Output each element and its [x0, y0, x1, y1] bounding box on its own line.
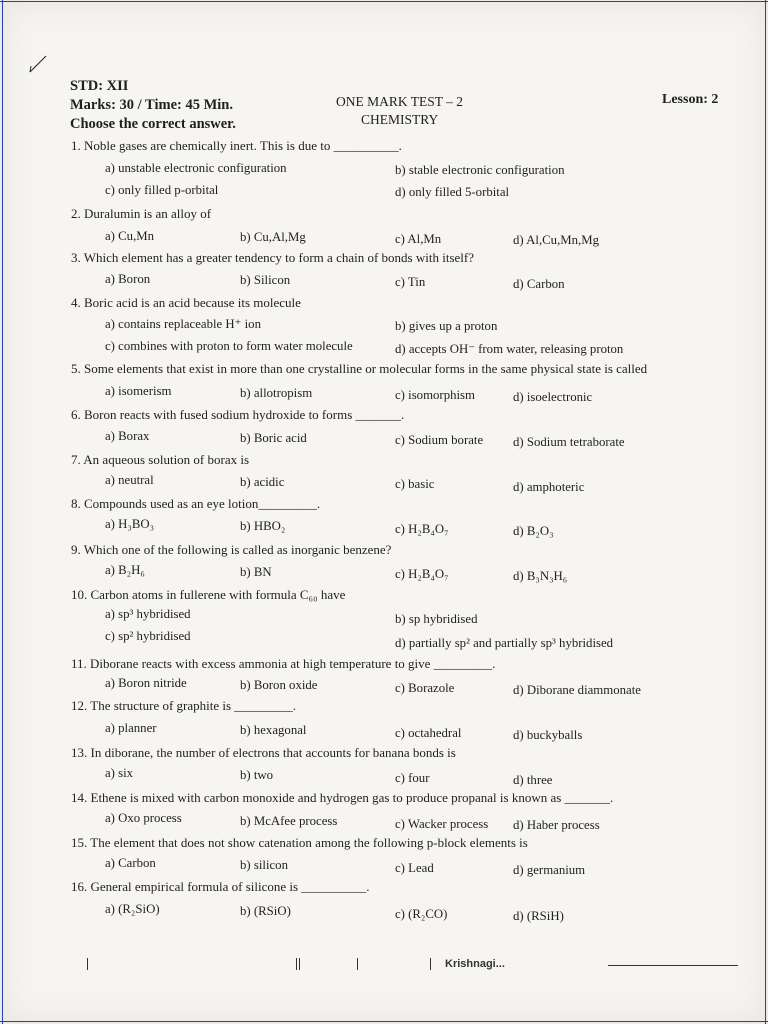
- option-d: d) amphoteric: [513, 480, 585, 494]
- option-a: a) (R₂SiO): [105, 902, 160, 916]
- option-c: c) (R₂CO): [395, 907, 448, 921]
- option-c: c) H₂B₄O₇: [395, 522, 449, 536]
- question-16: [71, 879, 370, 895]
- question-text: Compounds used as an eye lotion_________.: [84, 496, 321, 511]
- option-d: d) B₃N₃H₆: [513, 569, 568, 583]
- footer-rule-mark: [296, 958, 297, 970]
- question-text: In diborane, the number of electrons that accounts for banana bonds is: [90, 745, 456, 760]
- std-label: STD: XII: [70, 78, 129, 94]
- bottom-border: [0, 1021, 768, 1022]
- question-text: Which one of the following is called as inorganic benzene?: [83, 542, 392, 557]
- question-14: [71, 790, 613, 806]
- option-d: d) Sodium tetraborate: [513, 435, 625, 449]
- option-a: a) B₂H₆: [105, 563, 145, 577]
- left-border: [2, 0, 3, 1024]
- option-c: c) sp² hybridised: [105, 629, 191, 643]
- option-c: c) H₂B₄O₇: [395, 567, 449, 581]
- option-d: d) Carbon: [513, 277, 565, 291]
- option-b: b) Silicon: [240, 273, 291, 287]
- question-text: Noble gases are chemically inert. This is due to __________.: [84, 138, 402, 153]
- question-3: [71, 250, 474, 266]
- option-c: c) Tin: [395, 275, 426, 289]
- question-10: [71, 587, 345, 603]
- question-text: Boron reacts with fused sodium hydroxide to forms _______.: [84, 407, 405, 422]
- question-11: [71, 656, 495, 672]
- lesson-label: Lesson: 2: [662, 92, 719, 107]
- question-text: Carbon atoms in fullerene with formula C₆₀ have: [90, 587, 346, 602]
- option-d: d) isoelectronic: [513, 390, 593, 404]
- option-d: d) three: [513, 773, 553, 787]
- footer-rule-mark: [87, 958, 88, 970]
- question-7: [71, 452, 249, 468]
- footer-rule-mark: [357, 958, 358, 970]
- option-a: a) isomerism: [105, 384, 172, 398]
- footer-rule-mark: [430, 958, 431, 970]
- footer-rule-mark: [299, 958, 300, 970]
- option-a: a) neutral: [105, 473, 154, 487]
- option-d: d) germanium: [513, 863, 586, 877]
- question-5: [71, 361, 647, 377]
- option-a: a) H₃BO₃: [105, 517, 155, 531]
- pen-tick-mark: [28, 52, 48, 76]
- option-d: d) Haber process: [513, 818, 600, 832]
- question-number: 4.: [71, 295, 81, 310]
- instruction-label: Choose the correct answer.: [70, 116, 236, 132]
- option-b: b) two: [240, 768, 274, 782]
- option-d: d) Al,Cu,Mn,Mg: [513, 233, 600, 247]
- option-b: b) Boric acid: [240, 431, 307, 445]
- option-c: c) Al,Mn: [395, 232, 442, 246]
- option-c: c) combines with proton to form water molecule: [105, 339, 353, 353]
- option-a: a) Boron: [105, 272, 151, 286]
- option-c: c) octahedral: [395, 726, 462, 740]
- option-c: c) Wacker process: [395, 817, 489, 831]
- option-b: b) stable electronic configuration: [395, 163, 565, 177]
- option-d: d) B₂O₃: [513, 524, 554, 538]
- question-number: 2.: [71, 206, 81, 221]
- question-13: [71, 745, 456, 761]
- question-number: 10.: [71, 587, 88, 602]
- option-b: b) silicon: [240, 858, 288, 872]
- question-15: [71, 835, 528, 851]
- option-a: a) Cu,Mn: [105, 229, 155, 243]
- question-2: [71, 206, 211, 222]
- question-12: [71, 698, 296, 714]
- question-number: 11.: [71, 656, 87, 671]
- option-b: b) HBO₂: [240, 519, 286, 533]
- top-border: [0, 1, 768, 2]
- option-a: a) Boron nitride: [105, 676, 187, 690]
- option-b: b) hexagonal: [240, 723, 307, 737]
- option-a: a) planner: [105, 721, 157, 735]
- question-number: 12.: [71, 698, 88, 713]
- option-a: a) Borax: [105, 429, 150, 443]
- question-text: Which element has a greater tendency to form a chain of bonds with itself?: [83, 250, 474, 265]
- option-c: c) Borazole: [395, 681, 455, 695]
- question-number: 8.: [71, 496, 81, 511]
- question-9: [71, 542, 391, 558]
- option-d: d) partially sp² and partially sp³ hybridised: [395, 636, 614, 650]
- question-text: General empirical formula of silicone is __________.: [90, 879, 370, 894]
- option-c: c) basic: [395, 477, 435, 491]
- option-b: b) acidic: [240, 475, 285, 489]
- option-c: c) four: [395, 771, 430, 785]
- option-b: b) Cu,Al,Mg: [240, 230, 306, 244]
- question-number: 3.: [71, 250, 81, 265]
- option-c: c) only filled p-orbital: [105, 183, 219, 197]
- option-a: a) six: [105, 766, 134, 780]
- option-d: d) buckyballs: [513, 728, 583, 742]
- question-6: [71, 407, 404, 423]
- marks-time-label: Marks: 30 / Time: 45 Min.: [70, 97, 233, 113]
- question-number: 5.: [71, 361, 81, 376]
- question-1: [71, 138, 402, 154]
- option-b: b) McAfee process: [240, 814, 338, 828]
- question-text: The structure of graphite is _________.: [90, 698, 297, 713]
- question-number: 7.: [71, 452, 81, 467]
- option-c: c) Sodium borate: [395, 433, 484, 447]
- option-a: a) Carbon: [105, 856, 156, 870]
- right-border: [765, 0, 766, 1024]
- option-b: b) gives up a proton: [395, 319, 498, 333]
- question-number: 6.: [71, 407, 81, 422]
- test-title: ONE MARK TEST – 2: [336, 94, 464, 109]
- subject-title: CHEMISTRY: [361, 112, 439, 127]
- option-a: a) Oxo process: [105, 811, 182, 825]
- option-d: d) accepts OH⁻ from water, releasing proton: [395, 342, 624, 356]
- question-text: An aqueous solution of borax is: [83, 452, 250, 467]
- footer-text: Krishnagi...: [445, 958, 505, 970]
- option-b: b) allotropism: [240, 386, 313, 400]
- option-a: a) unstable electronic configuration: [105, 161, 287, 175]
- option-a: a) sp³ hybridised: [105, 607, 191, 621]
- footer-rule: [608, 965, 738, 966]
- question-number: 15.: [71, 835, 88, 850]
- question-4: [71, 295, 301, 311]
- option-a: a) contains replaceable H⁺ ion: [105, 317, 261, 331]
- option-d: d) Diborane diammonate: [513, 683, 641, 697]
- question-number: 13.: [71, 745, 88, 760]
- question-number: 16.: [71, 879, 88, 894]
- question-text: Some elements that exist in more than one crystalline or molecular forms in the same physical state is called: [84, 361, 648, 376]
- option-c: c) isomorphism: [395, 388, 475, 402]
- question-number: 14.: [71, 790, 88, 805]
- question-text: The element that does not show catenation among the following p-block elements is: [90, 835, 528, 850]
- option-c: c) Lead: [395, 861, 434, 875]
- option-b: b) sp hybridised: [395, 612, 478, 626]
- option-b: b) Boron oxide: [240, 678, 318, 692]
- question-number: 1.: [71, 138, 81, 153]
- question-text: Diborane reacts with excess ammonia at high temperature to give _________.: [90, 656, 496, 671]
- option-b: b) BN: [240, 565, 272, 579]
- option-d: d) (RSiH): [513, 909, 564, 923]
- question-text: Ethene is mixed with carbon monoxide and hydrogen gas to produce propanal is known as _______.: [90, 790, 614, 805]
- option-d: d) only filled 5-orbital: [395, 185, 510, 199]
- question-8: [71, 496, 320, 512]
- option-b: b) (RSiO): [240, 904, 291, 918]
- question-text: Duralumin is an alloy of: [84, 206, 212, 221]
- question-number: 9.: [71, 542, 81, 557]
- question-text: Boric acid is an acid because its molecule: [84, 295, 301, 310]
